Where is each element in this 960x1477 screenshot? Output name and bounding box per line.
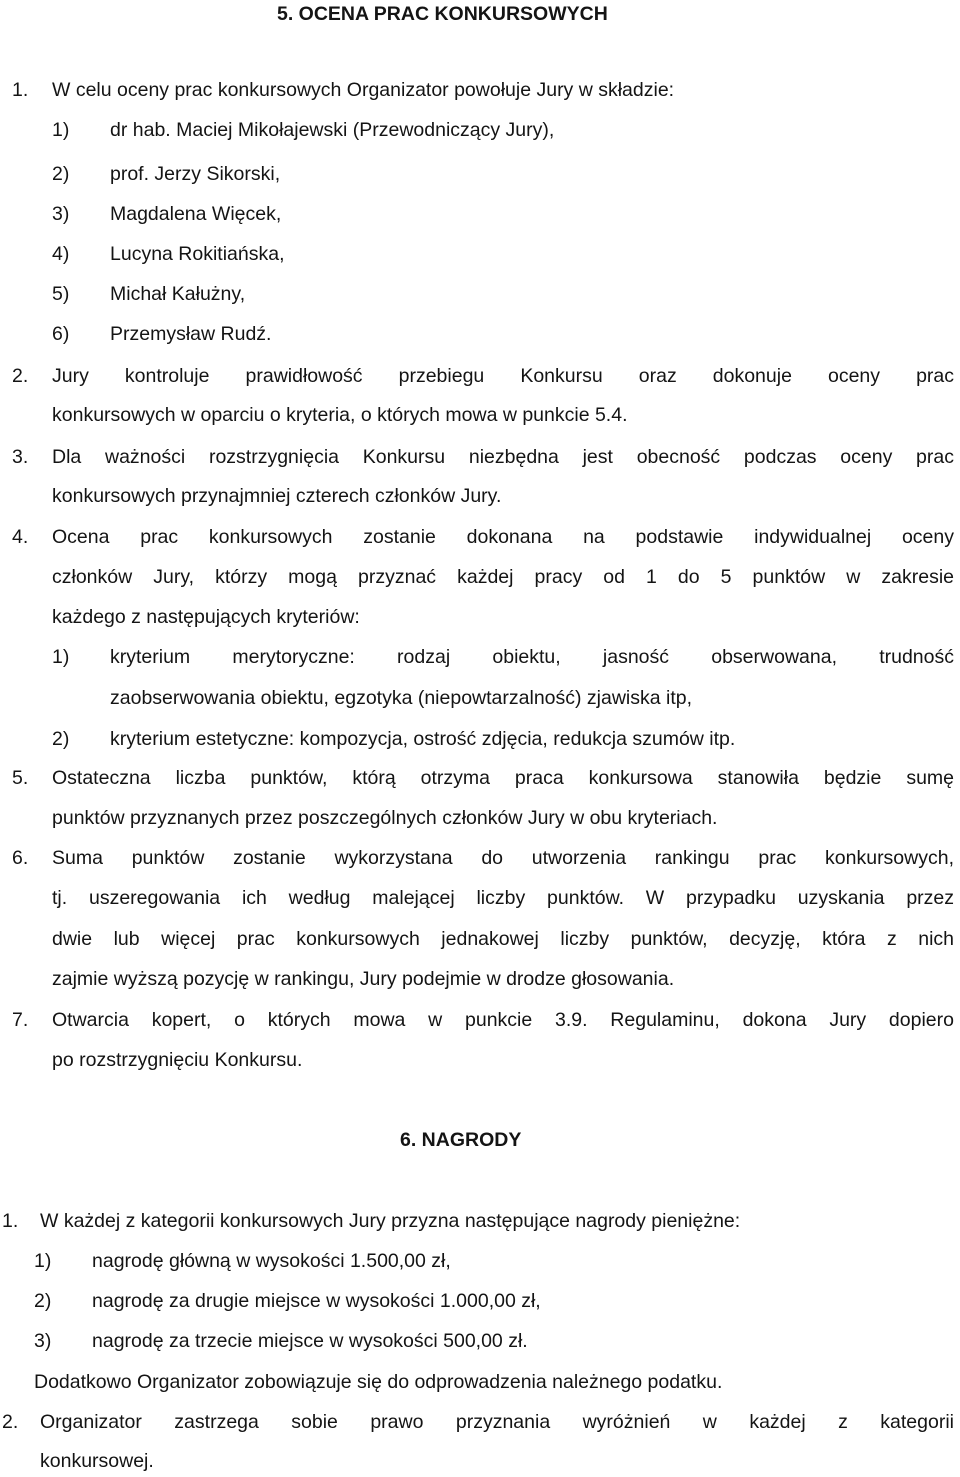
- item-number: 1.: [12, 79, 29, 101]
- item-number: 1.: [2, 1210, 19, 1232]
- tax-note: Dodatkowo Organizator zobowiązuje się do odprowadzenia należnego podatku.: [34, 1371, 723, 1393]
- paragraph-text: po rozstrzygnięciu Konkursu.: [52, 1049, 303, 1071]
- item-number: 7.: [12, 1009, 29, 1031]
- jury-member: Przemysław Rudź.: [110, 323, 272, 345]
- item-number: 4.: [12, 526, 29, 548]
- section-5-heading: 5. OCENA PRAC KONKURSOWYCH: [277, 3, 608, 25]
- paragraph-text: dwie lub więcej prac konkursowych jednakowej liczby punktów, decyzję, która z nich: [52, 928, 954, 950]
- paragraph-text: konkursowych w oparciu o kryteria, o których mowa w punkcie 5.4.: [52, 404, 628, 426]
- jury-member: dr hab. Maciej Mikołajewski (Przewodniczący Jury),: [110, 119, 555, 141]
- criterion-text: kryterium estetyczne: kompozycja, ostrość zdjęcia, redukcja szumów itp.: [110, 728, 736, 750]
- jury-member: prof. Jerzy Sikorski,: [110, 163, 281, 185]
- paragraph-text: Jury kontroluje prawidłowość przebiegu Konkursu oraz dokonuje oceny prac: [52, 365, 954, 387]
- paragraph-text: W każdej z kategorii konkursowych Jury przyzna następujące nagrody pieniężne:: [40, 1210, 741, 1232]
- paragraph-text: konkursowej.: [40, 1450, 154, 1472]
- criterion-text: kryterium merytoryczne: rodzaj obiektu, jasność obserwowana, trudność: [110, 646, 954, 668]
- member-number: 2): [52, 163, 70, 185]
- prize-text: nagrodę główną w wysokości 1.500,00 zł,: [92, 1250, 451, 1272]
- paragraph-text: każdego z następujących kryteriów:: [52, 606, 360, 628]
- paragraph-text: punktów przyznanych przez poszczególnych członków Jury w obu kryteriach.: [52, 807, 718, 829]
- paragraph-text: tj. uszeregowania ich według malejącej liczby punktów. W przypadku uzyskania przez: [52, 887, 954, 909]
- section-6-heading: 6. NAGRODY: [400, 1129, 522, 1151]
- criterion-text: zaobserwowania obiektu, egzotyka (niepowtarzalność) zjawiska itp,: [110, 687, 693, 709]
- criterion-number: 1): [52, 646, 70, 668]
- paragraph-text: Otwarcia kopert, o których mowa w punkcie 3.9. Regulaminu, dokona Jury dopiero: [52, 1009, 954, 1031]
- paragraph-text: konkursowych przynajmniej czterech członków Jury.: [52, 485, 502, 507]
- jury-member: Lucyna Rokitiańska,: [110, 243, 285, 265]
- item-number: 3.: [12, 446, 29, 468]
- prize-text: nagrodę za drugie miejsce w wysokości 1.000,00 zł,: [92, 1290, 541, 1312]
- item-number: 6.: [12, 847, 29, 869]
- paragraph-text: Organizator zastrzega sobie prawo przyznania wyróżnień w każdej z kategorii: [40, 1411, 954, 1433]
- paragraph-text: Ostateczna liczba punktów, którą otrzyma praca konkursowa stanowiła będzie sumę: [52, 767, 954, 789]
- item-number: 5.: [12, 767, 29, 789]
- item-number: 2.: [12, 365, 29, 387]
- paragraph-text: W celu oceny prac konkursowych Organizator powołuje Jury w składzie:: [52, 79, 675, 101]
- item-number: 2.: [2, 1411, 19, 1433]
- paragraph-text: Suma punktów zostanie wykorzystana do utworzenia rankingu prac konkursowych,: [52, 847, 954, 869]
- member-number: 3): [52, 203, 70, 225]
- paragraph-text: zajmie wyższą pozycję w rankingu, Jury podejmie w drodze głosowania.: [52, 968, 675, 990]
- prize-number: 1): [34, 1250, 52, 1272]
- prize-text: nagrodę za trzecie miejsce w wysokości 500,00 zł.: [92, 1330, 528, 1352]
- paragraph-text: Ocena prac konkursowych zostanie dokonana na podstawie indywidualnej oceny: [52, 526, 954, 548]
- member-number: 6): [52, 323, 70, 345]
- prize-number: 3): [34, 1330, 52, 1352]
- member-number: 5): [52, 283, 70, 305]
- paragraph-text: Dla ważności rozstrzygnięcia Konkursu niezbędna jest obecność podczas oceny prac: [52, 446, 954, 468]
- jury-member: Michał Kałużny,: [110, 283, 246, 305]
- prize-number: 2): [34, 1290, 52, 1312]
- criterion-number: 2): [52, 728, 70, 750]
- paragraph-text: członków Jury, którzy mogą przyznać każdej pracy od 1 do 5 punktów w zakresie: [52, 566, 954, 588]
- member-number: 4): [52, 243, 70, 265]
- member-number: 1): [52, 119, 70, 141]
- jury-member: Magdalena Więcek,: [110, 203, 282, 225]
